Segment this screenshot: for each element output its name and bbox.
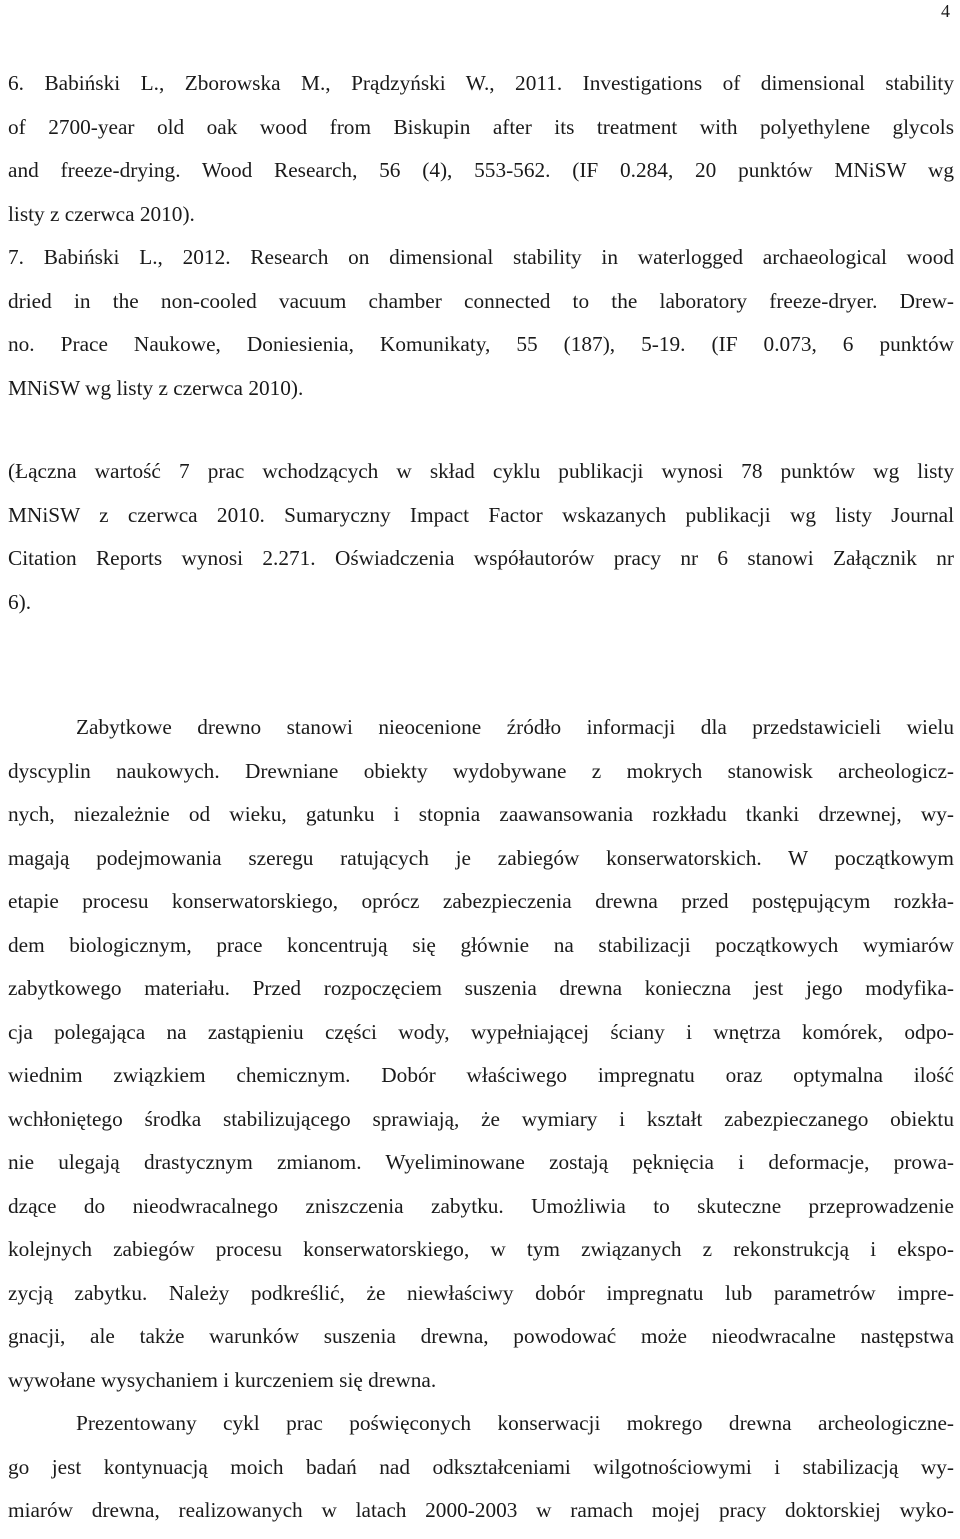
- paragraph-line: dem biologicznym, prace koncentrują się głównie na stabilizacji początkowych wymiarów: [8, 932, 954, 957]
- document-body: [8, 62, 954, 1533]
- paragraph-line: wywołane wysychaniem i kurczeniem się drewna.: [8, 1367, 437, 1392]
- paragraph-line: nych, niezależnie od wieku, gatunku i stopnia zaawansowania rozkładu tkanki drzewnej, wy-: [8, 802, 954, 826]
- paragraph-line: gnacji, ale także warunków suszenia drewna, powodować może nieodwracalne następstwa: [8, 1324, 954, 1348]
- reference-line: and freeze-drying. Wood Research, 56 (4), 553-562. (IF 0.284, 20 punktów MNiSW wg: [8, 158, 954, 182]
- reference-7: [8, 236, 954, 410]
- paragraph-line: Prezentowany cykl prac poświęconych konserwacji mokrego drewna archeologiczne-: [76, 1411, 954, 1435]
- paragraph-line: dyscyplin naukowych. Drewniane obiekty wydobywane z mokrych stanowisk archeologicz-: [8, 758, 954, 783]
- paragraph-line: zycją zabytku. Należy podkreślić, że niewłaściwy dobór impregnatu lub parametrów impre-: [8, 1280, 954, 1305]
- publication-summary: [8, 450, 954, 624]
- summary-line: (Łączna wartość 7 prac wchodzących w skład cyklu publikacji wynosi 78 punktów wg listy: [8, 459, 954, 483]
- paragraph-line: cja polegająca na zastąpieniu części wody, wypełniającej ściany i wnętrza komórek, odpo-: [8, 1019, 954, 1044]
- paragraph-line: nie ulegają drastycznym zmianom. Wyeliminowane zostają pęknięcia i deformacje, prowa-: [8, 1150, 954, 1174]
- reference-line: of 2700-year old oak wood from Biskupin after its treatment with polyethylene glycols: [8, 114, 954, 139]
- reference-line: 6. Babiński L., Zborowska M., Prądzyński W., 2011. Investigations of dimensional stability: [8, 71, 954, 95]
- reference-line: dried in the non-cooled vacuum chamber connected to the laboratory freeze-dryer. Drew-: [8, 288, 954, 313]
- paragraph-line: wchłoniętego środka stabilizującego sprawiają, że wymiary i kształt zabezpieczanego obiektu: [8, 1106, 954, 1131]
- reference-line: MNiSW wg listy z czerwca 2010).: [8, 375, 304, 400]
- reference-line: listy z czerwca 2010).: [8, 201, 195, 226]
- reference-line: 7. Babiński L., 2012. Research on dimensional stability in waterlogged archaeological wood: [8, 245, 954, 269]
- reference-line: no. Prace Naukowe, Doniesienia, Komunikaty, 55 (187), 5-19. (IF 0.073, 6 punktów: [8, 332, 954, 356]
- body-paragraph-1: [8, 706, 954, 1402]
- summary-line: Citation Reports wynosi 2.271. Oświadczenia współautorów pracy nr 6 stanowi Załącznik nr: [8, 546, 954, 570]
- paragraph-line: dzące do nieodwracalnego zniszczenia zabytku. Umożliwia to skuteczne przeprowadzenie: [8, 1193, 954, 1218]
- summary-line: 6).: [8, 589, 32, 614]
- paragraph-line: wiednim związkiem chemicznym. Dobór właściwego impregnatu oraz optymalna ilość: [8, 1063, 954, 1087]
- paragraph-line: go jest kontynuacją moich badań nad odkształceniami wilgotnościowymi i stabilizacją wy-: [8, 1454, 954, 1479]
- paragraph-line: kolejnych zabiegów procesu konserwatorskiego, w tym związanych z rekonstrukcją i ekspo-: [8, 1237, 954, 1261]
- reference-6: [8, 62, 954, 236]
- paragraph-line: miarów drewna, realizowanych w latach 2000-2003 w ramach mojej pracy doktorskiej wyko-: [8, 1498, 954, 1522]
- paragraph-line: zabytkowego materiału. Przed rozpoczęciem suszenia drewna konieczna jest jego modyfika-: [8, 976, 954, 1000]
- body-paragraph-2: [8, 1402, 954, 1533]
- summary-line: MNiSW z czerwca 2010. Sumaryczny Impact Factor wskazanych publikacji wg listy Journal: [8, 502, 954, 527]
- paragraph-line: Zabytkowe drewno stanowi nieocenione źródło informacji dla przedstawicieli wielu: [76, 715, 954, 739]
- paragraph-line: magają podejmowania szeregu ratujących je zabiegów konserwatorskich. W początkowym: [8, 845, 954, 870]
- paragraph-line: etapie procesu konserwatorskiego, oprócz zabezpieczenia drewna przed postępującym rozkła-: [8, 889, 954, 913]
- page-number: 4: [941, 1, 950, 21]
